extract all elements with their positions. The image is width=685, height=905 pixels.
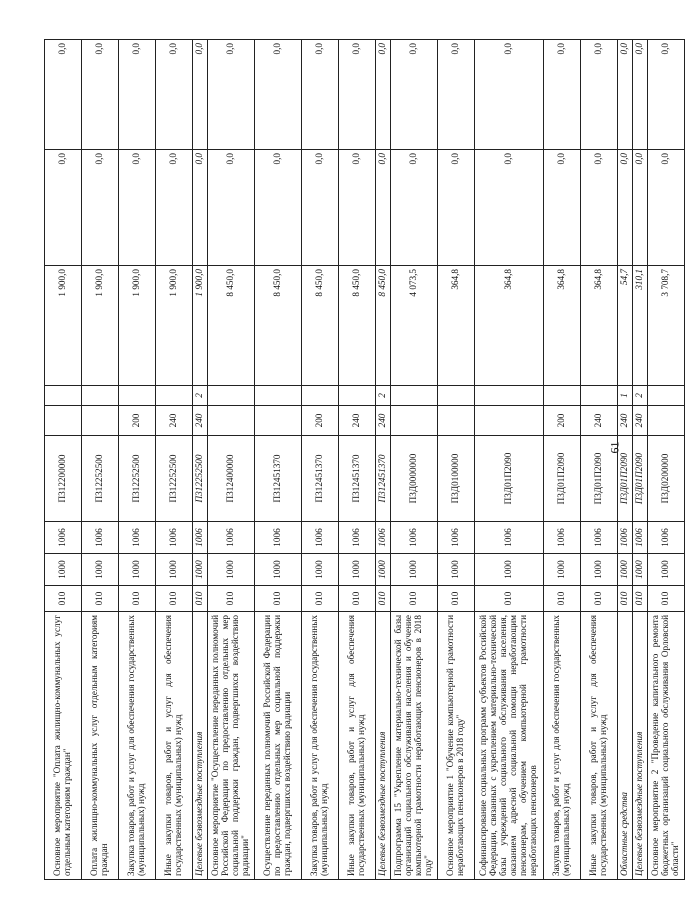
budget-table [44, 39, 685, 880]
table-row [193, 40, 208, 880]
cell-ministry: 010 [633, 586, 648, 612]
cell-subsection: 1006 [208, 522, 255, 554]
cell-ministry: 010 [302, 586, 339, 612]
cell-amount-2: 0,0 [156, 150, 193, 266]
table-row [581, 40, 618, 880]
cell-ministry: 010 [339, 586, 376, 612]
cell-amount-2: 0,0 [119, 150, 156, 266]
cell-expense-type: 240 [376, 406, 391, 436]
row-name: Основное мероприятие "Осуществление переданных полномочий Российской Федерации по предоставлению отдельных мер социальной поддержки граждан, подвергшихся воздействию радиации" [208, 612, 255, 880]
cell-amount-3: 0,0 [82, 40, 119, 150]
cell-subsection: 1006 [339, 522, 376, 554]
cell-amount-2: 0,0 [376, 150, 391, 266]
row-name: Областные средства [618, 612, 633, 880]
row-name: Целевые безвозмездные поступления [193, 612, 208, 880]
row-name: Закупка товаров, работ и услуг для обеспечения государственных (муниципальных) нужд [544, 612, 581, 880]
table-row [438, 40, 475, 880]
cell-amount-2: 0,0 [618, 150, 633, 266]
cell-section: 1000 [376, 554, 391, 586]
table-row [618, 40, 633, 880]
cell-subsection: 1006 [581, 522, 618, 554]
cell-subsection: 1006 [119, 522, 156, 554]
cell-target-code: П312252500 [156, 436, 193, 522]
cell-amount-3: 0,0 [438, 40, 475, 150]
cell-section: 1000 [633, 554, 648, 586]
table-row [45, 40, 82, 880]
cell-amount-1: 364,8 [475, 266, 544, 386]
cell-ministry: 010 [156, 586, 193, 612]
cell-amount-2: 0,0 [339, 150, 376, 266]
cell-expense-type: 240 [339, 406, 376, 436]
cell-section: 1000 [391, 554, 438, 586]
cell-amount-1: 8 450,0 [302, 266, 339, 386]
cell-source [648, 386, 685, 406]
row-name: Закупка товаров, работ и услуг для обеспечения государственных (муниципальных) нужд [302, 612, 339, 880]
table-row [255, 40, 302, 880]
cell-expense-type [475, 406, 544, 436]
cell-source [255, 386, 302, 406]
cell-target-code: П312252500 [82, 436, 119, 522]
cell-amount-1: 1 900,0 [119, 266, 156, 386]
cell-source: 1 [618, 386, 633, 406]
cell-ministry: 010 [618, 586, 633, 612]
cell-amount-1: 1 900,0 [82, 266, 119, 386]
cell-section: 1000 [255, 554, 302, 586]
cell-ministry: 010 [648, 586, 685, 612]
cell-ministry: 010 [544, 586, 581, 612]
cell-source [208, 386, 255, 406]
cell-amount-2: 0,0 [475, 150, 544, 266]
cell-amount-2: 0,0 [581, 150, 618, 266]
cell-amount-3: 0,0 [119, 40, 156, 150]
cell-target-code: П3Д01П2090 [475, 436, 544, 522]
row-name: Иные закупки товаров, работ и услуг для обеспечения государственных (муниципальных) нужд [581, 612, 618, 880]
cell-source: 2 [633, 386, 648, 406]
cell-subsection: 1006 [82, 522, 119, 554]
cell-ministry: 010 [391, 586, 438, 612]
cell-target-code: П312451370 [255, 436, 302, 522]
cell-expense-type: 240 [581, 406, 618, 436]
table-row [119, 40, 156, 880]
cell-amount-1: 8 450,0 [208, 266, 255, 386]
cell-section: 1000 [544, 554, 581, 586]
cell-amount-3: 0,0 [208, 40, 255, 150]
cell-amount-2: 0,0 [633, 150, 648, 266]
cell-subsection: 1006 [391, 522, 438, 554]
row-name: Целевые безвозмездные поступления [376, 612, 391, 880]
cell-amount-1: 364,8 [581, 266, 618, 386]
cell-subsection: 1006 [633, 522, 648, 554]
cell-ministry: 010 [475, 586, 544, 612]
cell-section: 1000 [82, 554, 119, 586]
cell-expense-type [391, 406, 438, 436]
cell-target-code: П3Д01П2090 [633, 436, 648, 522]
cell-target-code: П312200000 [45, 436, 82, 522]
cell-amount-2: 0,0 [82, 150, 119, 266]
table-row [376, 40, 391, 880]
cell-ministry: 010 [193, 586, 208, 612]
cell-amount-1: 8 450,0 [255, 266, 302, 386]
cell-section: 1000 [339, 554, 376, 586]
cell-ministry: 010 [376, 586, 391, 612]
cell-target-code: П312252500 [193, 436, 208, 522]
cell-source [119, 386, 156, 406]
cell-expense-type: 240 [618, 406, 633, 436]
cell-amount-2: 0,0 [648, 150, 685, 266]
cell-target-code: П312400000 [208, 436, 255, 522]
row-name: Целевые безвозмездные поступления [633, 612, 648, 880]
cell-amount-1: 54,7 [618, 266, 633, 386]
cell-subsection: 1006 [255, 522, 302, 554]
cell-ministry: 010 [255, 586, 302, 612]
cell-amount-3: 0,0 [376, 40, 391, 150]
cell-target-code: П312451370 [302, 436, 339, 522]
cell-section: 1000 [208, 554, 255, 586]
cell-expense-type [438, 406, 475, 436]
table-row [648, 40, 685, 880]
cell-expense-type [82, 406, 119, 436]
cell-amount-1: 3 708,7 [648, 266, 685, 386]
cell-amount-1: 1 900,0 [156, 266, 193, 386]
cell-expense-type [208, 406, 255, 436]
cell-expense-type [255, 406, 302, 436]
table-row [208, 40, 255, 880]
cell-section: 1000 [475, 554, 544, 586]
cell-subsection: 1006 [193, 522, 208, 554]
table-row [302, 40, 339, 880]
cell-expense-type: 200 [119, 406, 156, 436]
cell-section: 1000 [438, 554, 475, 586]
cell-amount-3: 0,0 [633, 40, 648, 150]
row-name: Основное мероприятие 2 "Проведение капитального ремонта бюджетных организаций социального обслуживания Орловской области" [648, 612, 685, 880]
cell-ministry: 010 [208, 586, 255, 612]
cell-subsection: 1006 [376, 522, 391, 554]
cell-expense-type: 240 [193, 406, 208, 436]
cell-target-code: П312451370 [376, 436, 391, 522]
cell-subsection: 1006 [45, 522, 82, 554]
table-row [544, 40, 581, 880]
table-row [475, 40, 544, 880]
cell-target-code: П3Д0200000 [648, 436, 685, 522]
cell-expense-type: 200 [302, 406, 339, 436]
table-row [82, 40, 119, 880]
cell-section: 1000 [581, 554, 618, 586]
row-name: Закупка товаров, работ и услуг для обеспечения государственных (муниципальных) нужд [119, 612, 156, 880]
cell-target-code: П3Д0100000 [438, 436, 475, 522]
cell-amount-1: 8 450,0 [339, 266, 376, 386]
cell-amount-3: 0,0 [618, 40, 633, 150]
cell-source: 2 [376, 386, 391, 406]
cell-source [302, 386, 339, 406]
cell-expense-type: 240 [633, 406, 648, 436]
cell-amount-2: 0,0 [438, 150, 475, 266]
cell-amount-3: 0,0 [648, 40, 685, 150]
cell-amount-3: 0,0 [475, 40, 544, 150]
cell-source [156, 386, 193, 406]
cell-section: 1000 [156, 554, 193, 586]
table-row [633, 40, 648, 880]
cell-source [438, 386, 475, 406]
cell-ministry: 010 [82, 586, 119, 612]
cell-amount-3: 0,0 [302, 40, 339, 150]
cell-amount-2: 0,0 [391, 150, 438, 266]
cell-target-code: П3Д01П2090 [618, 436, 633, 522]
cell-section: 1000 [45, 554, 82, 586]
cell-section: 1000 [618, 554, 633, 586]
cell-target-code: П3Д0000000 [391, 436, 438, 522]
cell-amount-1: 1 900,0 [45, 266, 82, 386]
cell-source [475, 386, 544, 406]
cell-target-code: П3Д01П2090 [581, 436, 618, 522]
cell-amount-1: 4 073,5 [391, 266, 438, 386]
cell-amount-2: 0,0 [255, 150, 302, 266]
cell-source [82, 386, 119, 406]
cell-amount-3: 0,0 [156, 40, 193, 150]
cell-expense-type: 240 [156, 406, 193, 436]
cell-source [544, 386, 581, 406]
cell-source [45, 386, 82, 406]
cell-section: 1000 [193, 554, 208, 586]
cell-subsection: 1006 [618, 522, 633, 554]
cell-amount-3: 0,0 [544, 40, 581, 150]
cell-ministry: 010 [581, 586, 618, 612]
table-row [156, 40, 193, 880]
row-name: Иные закупки товаров, работ и услуг для обеспечения государственных (муниципальных) нужд [339, 612, 376, 880]
row-name: Иные закупки товаров, работ и услуг для обеспечения государственных (муниципальных) нужд [156, 612, 193, 880]
cell-amount-2: 0,0 [193, 150, 208, 266]
row-name: Софинансирование социальных программ субъектов Российской Федерации, связанных с укреплением материально-технической базы учреждений социального обслуживания населения, оказанием адресной социальной помощи неработающим пенсионерам, обучением компьютерной грамотности неработающих пенсионеров [475, 612, 544, 880]
cell-subsection: 1006 [302, 522, 339, 554]
cell-amount-2: 0,0 [45, 150, 82, 266]
page-number: 61 [607, 441, 622, 454]
cell-ministry: 010 [45, 586, 82, 612]
cell-amount-2: 0,0 [208, 150, 255, 266]
cell-expense-type: 200 [544, 406, 581, 436]
cell-amount-3: 0,0 [255, 40, 302, 150]
cell-amount-2: 0,0 [544, 150, 581, 266]
cell-source: 2 [193, 386, 208, 406]
cell-subsection: 1006 [475, 522, 544, 554]
cell-amount-3: 0,0 [45, 40, 82, 150]
cell-source [391, 386, 438, 406]
row-name: Оплата жилищно-коммунальных услуг отдельным категориям граждан [82, 612, 119, 880]
cell-target-code: П312451370 [339, 436, 376, 522]
cell-amount-1: 8 450,0 [376, 266, 391, 386]
cell-ministry: 010 [438, 586, 475, 612]
cell-target-code: П3Д01П2090 [544, 436, 581, 522]
cell-amount-2: 0,0 [302, 150, 339, 266]
cell-amount-1: 310,1 [633, 266, 648, 386]
cell-amount-1: 364,8 [438, 266, 475, 386]
cell-amount-1: 1 900,0 [193, 266, 208, 386]
row-name: Подпрограмма 15 "Укрепление материально-технической базы организаций социального обслуживания населения и обучение компьютерной грамотности неработающих пенсионеров в 2018 году" [391, 612, 438, 880]
cell-section: 1000 [302, 554, 339, 586]
cell-amount-3: 0,0 [193, 40, 208, 150]
cell-amount-1: 364,8 [544, 266, 581, 386]
cell-target-code: П312252500 [119, 436, 156, 522]
cell-expense-type [45, 406, 82, 436]
table-row [391, 40, 438, 880]
cell-ministry: 010 [119, 586, 156, 612]
row-name: Осуществление переданных полномочий Российской Федерации по предоставлению отдельных мер социальной поддержки граждан, подвергшихся воздействию радиации [255, 612, 302, 880]
cell-expense-type [648, 406, 685, 436]
cell-subsection: 1006 [156, 522, 193, 554]
cell-source [339, 386, 376, 406]
cell-source [581, 386, 618, 406]
cell-section: 1000 [119, 554, 156, 586]
cell-subsection: 1006 [438, 522, 475, 554]
row-name: Основное мероприятие 1 "Обучение компьютерной грамотности неработающих пенсионеров в 2018 году" [438, 612, 475, 880]
row-name: Основное мероприятие "Оплата жилищно-коммунальных услуг отдельным категориям граждан" [45, 612, 82, 880]
cell-subsection: 1006 [648, 522, 685, 554]
cell-amount-3: 0,0 [339, 40, 376, 150]
cell-subsection: 1006 [544, 522, 581, 554]
cell-amount-3: 0,0 [581, 40, 618, 150]
table-row [339, 40, 376, 880]
cell-section: 1000 [648, 554, 685, 586]
cell-amount-3: 0,0 [391, 40, 438, 150]
